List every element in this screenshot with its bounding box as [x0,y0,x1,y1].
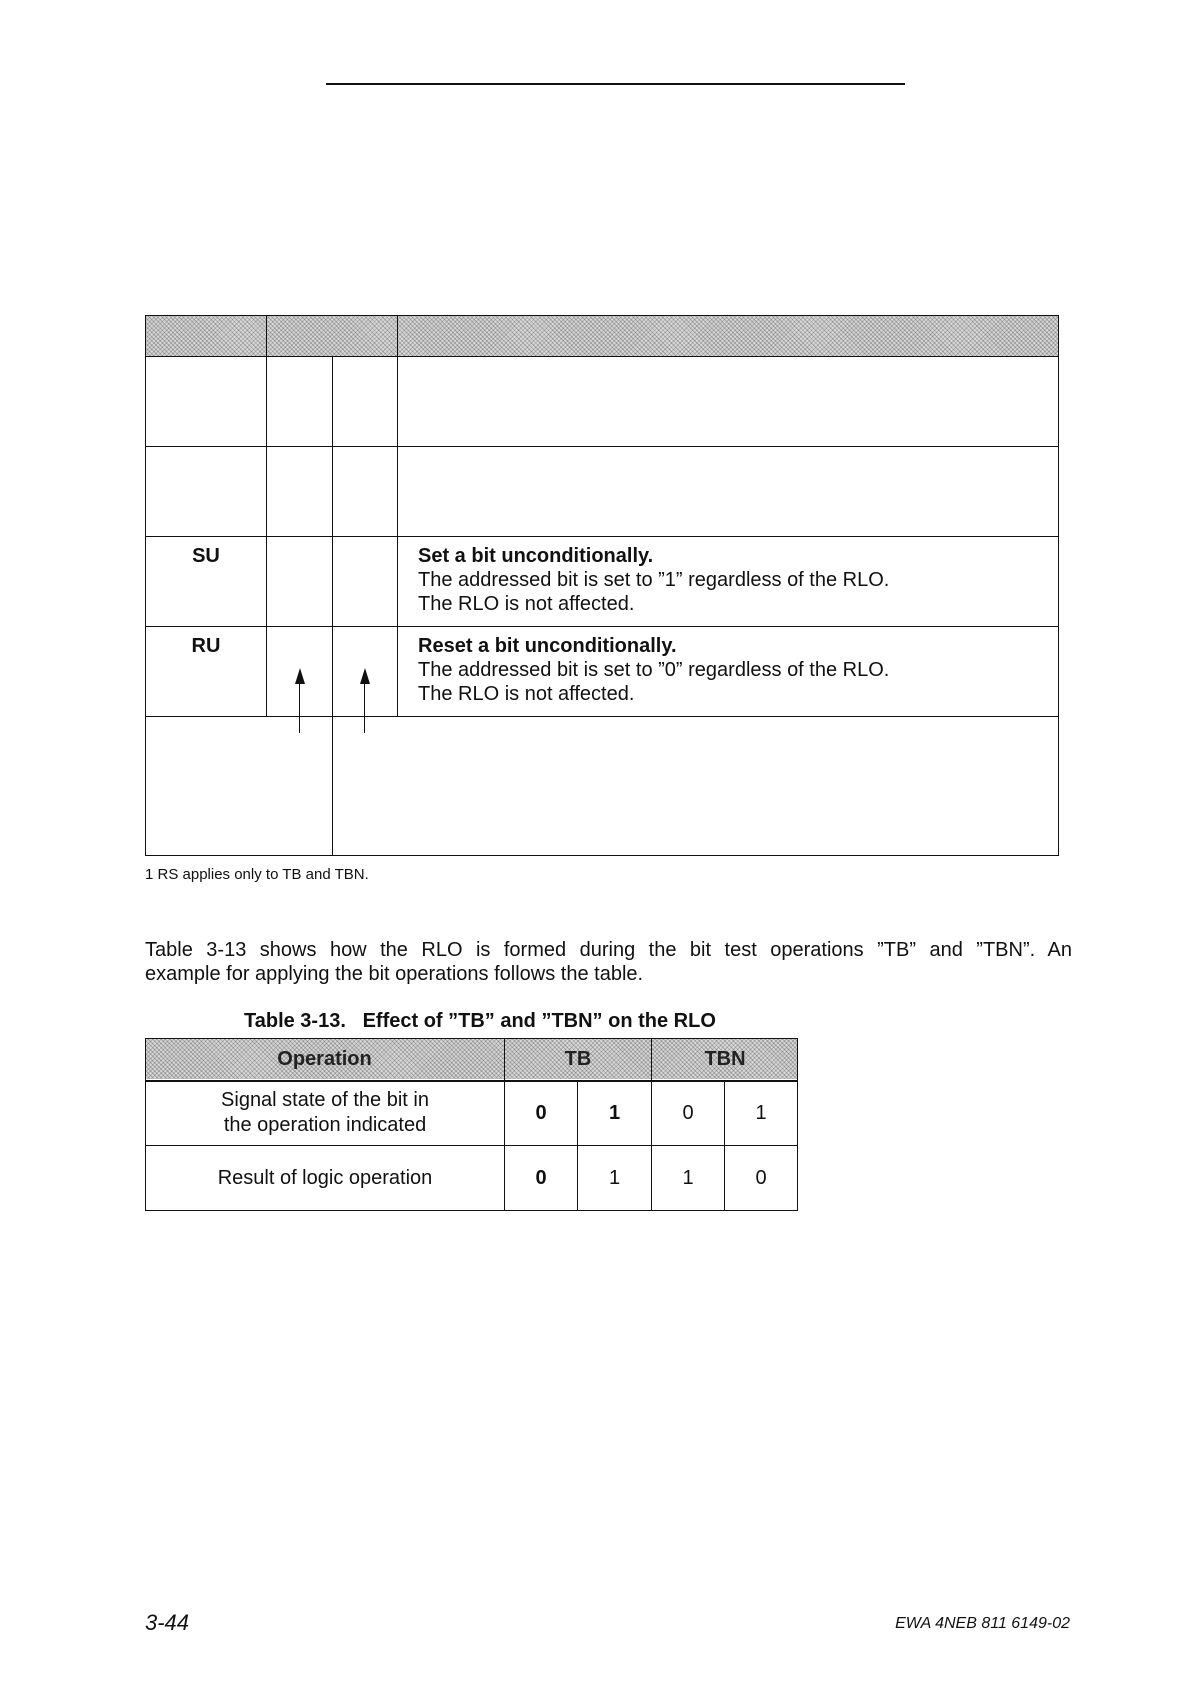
arrow-shaft [364,676,365,733]
operation-title: Reset a bit unconditionally. [418,635,677,657]
header-rule [326,83,905,85]
up-arrow-icon [360,668,370,684]
table1-top-border [145,315,1059,316]
table1-footnote: 1 RS applies only to TB and TBN. [145,866,369,883]
value-cell: 0 [682,1101,694,1124]
table1-row-divider [145,446,1059,447]
header-operation: Operation [277,1047,372,1070]
operation-code: RU [191,635,221,657]
row-label: Result of logic operation [217,1166,433,1189]
up-arrow-icon [295,668,305,684]
table1-row-divider [145,626,1059,627]
row-label-line: Signal state of the bit in [221,1089,429,1111]
operation-description: The addressed bit is set to ”0” regardless of the RLO. [418,659,890,681]
table1-col-divider [397,315,398,717]
arrow-shaft [299,676,300,733]
table1-col-divider [266,315,267,717]
value-cell: 1 [608,1166,621,1189]
operation-description: The RLO is not affected. [418,683,635,705]
value-cell: 1 [608,1101,621,1124]
value-cell: 0 [535,1101,547,1124]
table1-header-band [145,316,1058,356]
header-tbn: TBN [704,1047,746,1070]
table1-col-divider [332,356,333,856]
operation-code: SU [192,545,220,567]
document-code: EWA 4NEB 811 6149-02 [895,1615,1070,1632]
table1-header-bottom [145,356,1059,357]
table1-bottom-border [145,855,1059,856]
operation-description: The addressed bit is set to ”1” regardless of the RLO. [418,569,890,591]
table1-row-divider [145,716,1059,717]
page-number: 3-44 [145,1610,190,1635]
row-label [146,1081,504,1145]
operation-description: The RLO is not affected. [418,593,635,615]
row-label-line: the operation indicated [223,1114,427,1136]
value-cell: 0 [755,1166,767,1189]
table2-caption: Table 3-13. Effect of ”TB” and ”TBN” on the RLO [244,1010,716,1032]
table1-left-border [145,315,146,856]
operation-title: Set a bit unconditionally. [418,545,654,567]
table1-row-divider [145,536,1059,537]
value-cell: 1 [755,1101,767,1124]
value-cell: 1 [682,1166,694,1189]
table2-bottom-border [145,1210,798,1211]
table2-top-border [145,1038,798,1039]
header-tb: TB [564,1047,592,1070]
table2-right-border [797,1038,798,1211]
table1-right-border [1058,315,1059,856]
paragraph-line: Table 3-13 shows how the RLO is formed during the bit test operations ”TB” and ”TBN”. An [145,939,1072,961]
intro-paragraph [145,938,1072,986]
paragraph-line: example for applying the bit operations follows the table. [145,963,644,985]
value-cell: 0 [535,1166,547,1189]
